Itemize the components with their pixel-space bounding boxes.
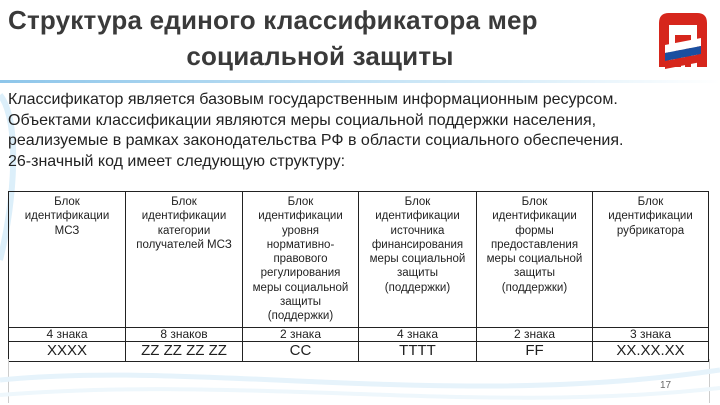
length-cell: 3 знака [593,328,709,342]
header-line: Блок [521,196,548,208]
intro-paragraph [8,90,714,172]
pfr-logo-icon [651,5,715,75]
header-line: Блок [54,196,80,208]
header-line: защиты [396,267,439,280]
header-line: источника [390,224,445,237]
header-line: (поддержки) [501,281,568,294]
intro-line-2: Объектами классификации являются меры социальной поддержки населения, [8,111,597,129]
header-line: нормативно- [266,238,335,251]
length-cell: 8 знаков [126,328,243,342]
header-cell-funding-source [359,192,477,328]
slide-title [0,2,640,74]
header-line: идентификации [24,210,110,223]
header-line: получателей МСЗ [136,238,232,251]
code-cell: XXXX [9,342,126,362]
header-line: Блок [404,196,431,208]
header-line: рубрикатора [616,224,685,237]
header-line: Блок [171,196,197,208]
header-line: идентификации [141,210,227,223]
header-line: (поддержки) [267,310,334,323]
header-line: идентификации [258,210,343,223]
header-line: регулирования [260,267,341,280]
header-cell-msz [9,192,126,328]
table-length-row [9,328,709,342]
title-line-2: социальной защиты [186,41,454,71]
header-line: правового [273,253,328,266]
header-line: идентификации [375,210,460,223]
title-divider [0,80,720,83]
header-cell-regulation-level [243,192,359,328]
length-cell: 4 знака [9,328,126,342]
code-cell: XX.XX.XX [593,342,709,362]
page-number: 17 [660,380,672,391]
intro-line-3: реализуемые в рамках законодательства РФ в области социального обеспечения. [8,132,624,149]
code-cell: ZZ ZZ ZZ ZZ [126,342,243,362]
length-cell: 4 знака [359,328,477,342]
header-line: меры социальной [486,253,583,266]
header-cell-recipients [126,192,243,328]
header-cell-provision-form [477,192,593,328]
intro-line-4: 26-значный код имеет следующую структуру: [8,152,346,170]
header-line: идентификации [608,210,693,223]
header-line: Блок [287,196,314,208]
header-line: предоставления [490,238,579,251]
header-line: формы [515,224,554,237]
header-line: категории [157,224,211,237]
title-line-1: Структура единого классификатора мер [8,5,538,35]
header-line: идентификации [492,210,577,223]
slide-footer-area [8,359,710,403]
header-line: МСЗ [54,224,80,237]
header-line: защиты [513,267,556,280]
header-line: меры социальной [369,253,466,266]
code-cell: FF [477,342,593,362]
header-line: (поддержки) [384,281,451,294]
table-header-row [9,192,709,328]
header-line: финансирования [371,238,464,251]
header-line: уровня [281,224,320,237]
header-cell-rubricator [593,192,709,328]
intro-line-1: Классификатор является базовым государственным информационным ресурсом. [8,91,618,108]
length-cell: 2 знака [243,328,359,342]
code-structure-table [8,191,709,362]
code-cell: TTTT [359,342,477,362]
header-line: Блок [637,196,664,208]
length-cell: 2 знака [477,328,593,342]
header-line: защиты [279,296,322,309]
code-cell: CC [243,342,359,362]
header-line: меры социальной [252,281,349,294]
